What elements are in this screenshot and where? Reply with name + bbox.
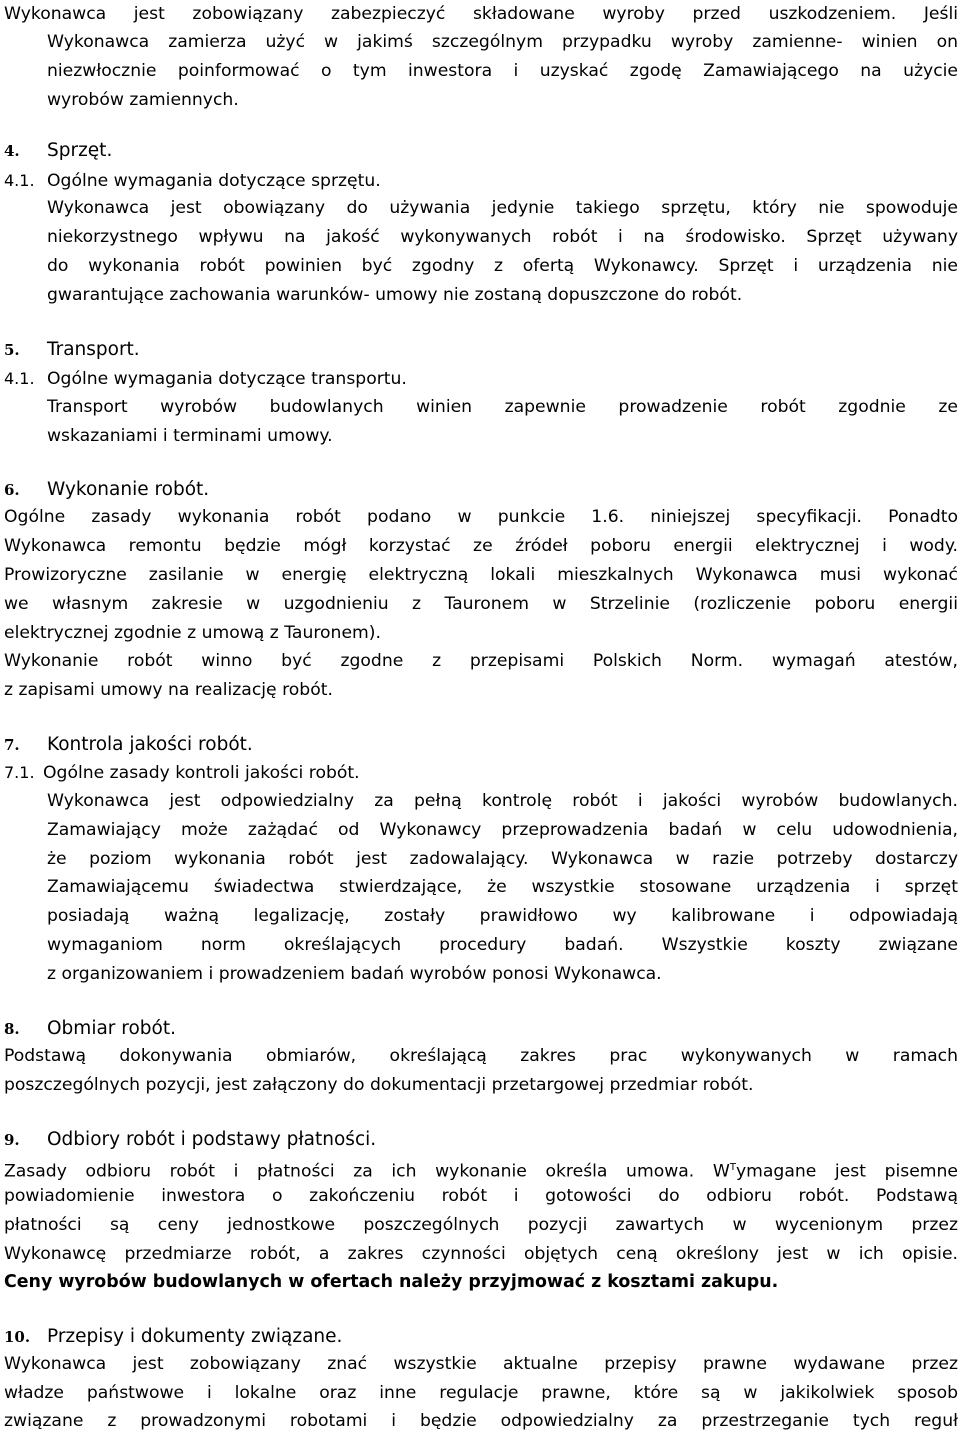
- subsection-heading-5-1: [4, 364, 958, 393]
- paragraph-line: Wykonawca jest odpowiedzialny za pełną kontrolę robót i jakości wyrobów budowlanych.: [47, 791, 958, 811]
- subsection-title: Ogólne zasady kontroli jakości robót.: [43, 763, 360, 783]
- paragraph-line: wymaganiom norm określających procedury badań. Wszystkie koszty związane: [47, 935, 958, 955]
- section-title: Transport.: [47, 339, 140, 360]
- paragraph-text: ymagane jest pisemne: [735, 1161, 958, 1182]
- paragraph-line: że poziom wykonania robót jest zadowalający. Wykonawca w razie potrzeby dostarczy: [47, 849, 958, 869]
- section-number: 4.: [4, 142, 20, 160]
- subsection-heading-7-1: [4, 758, 958, 787]
- paragraph-line: z zapisami umowy na realizację robót.: [4, 680, 333, 700]
- section-title: Wykonanie robót.: [47, 479, 210, 500]
- paragraph-line: Zamawiającemu świadectwa stwierdzające, że wszystkie stosowane urządzenia i sprzęt: [47, 877, 958, 897]
- paragraph-line: Wykonawca zamierza użyć w jakimś szczególnym przypadku wyroby zamienne- winien on: [47, 32, 958, 52]
- paragraph-line: wyrobów zamiennych.: [47, 90, 239, 110]
- section-number: 7.: [4, 736, 20, 754]
- paragraph-line: poszczególnych pozycji, jest załączony do dokumentacji przetargowej przedmiar robót.: [4, 1075, 754, 1095]
- paragraph-line: niekorzystnego wpływu na jakość wykonywanych robót i na środowisko. Sprzęt używany: [47, 227, 958, 247]
- section-number: 9.: [4, 1131, 20, 1149]
- section-title: Przepisy i dokumenty związane.: [47, 1326, 343, 1347]
- section-heading-6: [4, 475, 958, 504]
- paragraph-line: Podstawą dokonywania obmiarów, określającą zakres prac wykonywanych w ramach: [4, 1046, 958, 1066]
- section-heading-5: [4, 335, 958, 364]
- subsection-number: 4.1.: [4, 369, 35, 388]
- section-heading-4: [4, 136, 958, 165]
- paragraph-line: [4, 1153, 958, 1182]
- section-number: 10.: [4, 1328, 31, 1346]
- paragraph-line: gwarantujące zachowania warunków- umowy nie zostaną dopuszczone do robót.: [47, 285, 743, 305]
- paragraph-line: Ogólne zasady wykonania robót podano w punkcie 1.6. niniejszej specyfikacji. Ponadto: [4, 507, 958, 527]
- paragraph-line: płatności są ceny jednostkowe poszczególnych pozycji zawartych w wycenionym przez: [4, 1215, 958, 1235]
- paragraph-line: we własnym zakresie w uzgodnieniu z Tauronem w Strzelinie (rozliczenie poboru energii: [4, 594, 958, 614]
- paragraph-line: Prowizoryczne zasilanie w energię elektryczną lokali mieszkalnych Wykonawca musi wykonać: [4, 565, 958, 585]
- paragraph-line: władze państwowe i lokalne oraz inne regulacje prawne, które są w jakikolwiek sposob: [4, 1383, 958, 1403]
- paragraph-line: do wykonania robót powinien być zgodny z ofertą Wykonawcy. Sprzęt i urządzenia nie: [47, 256, 958, 276]
- paragraph-text: Zasady odbioru robót i płatności za ich wykonanie określa umowa. W: [4, 1161, 730, 1182]
- section-title: Kontrola jakości robót.: [47, 734, 253, 755]
- section-title: Obmiar robót.: [47, 1018, 177, 1039]
- paragraph-line: elektrycznej zgodnie z umową z Tauronem).: [4, 623, 381, 643]
- section-heading-8: [4, 1014, 958, 1043]
- section-number: 8.: [4, 1020, 20, 1038]
- bold-statement: Ceny wyrobów budowlanych w ofertach należy przyjmować z kosztami zakupu.: [4, 1272, 779, 1292]
- section-heading-9: [4, 1125, 958, 1154]
- subsection-number: 7.1.: [4, 763, 35, 782]
- section-title: Odbiory robót i podstawy płatności.: [47, 1129, 377, 1150]
- paragraph-line: Wykonawcę przedmiarze robót, a zakres czynności objętych ceną określony jest w ich opisie.: [4, 1244, 958, 1264]
- paragraph-line: powiadomienie inwestora o zakończeniu robót i gotowości do odbioru robót. Podstawą: [4, 1186, 958, 1206]
- paragraph-line: posiadają ważną legalizację, zostały prawidłowo wy kalibrowane i odpowiadają: [47, 906, 958, 926]
- section-number: 5.: [4, 341, 20, 359]
- paragraph-line: Wykonawca jest zobowiązany zabezpieczyć składowane wyroby przed uszkodzeniem. Jeśli: [4, 4, 958, 24]
- paragraph-line: Wykonawca remontu będzie mógł korzystać ze źródeł poboru energii elektrycznej i wody.: [4, 536, 958, 556]
- section-heading-7: [4, 730, 958, 759]
- paragraph-line: Wykonanie robót winno być zgodne z przepisami Polskich Norm. wymagań atestów,: [4, 651, 958, 671]
- paragraph-line: Wykonawca jest zobowiązany znać wszystkie aktualne przepisy prawne wydawane przez: [4, 1354, 958, 1374]
- paragraph-line: niezwłocznie poinformować o tym inwestora i uzyskać zgodę Zamawiającego na użycie: [47, 61, 958, 81]
- paragraph-line: związane z prowadzonymi robotami i będzie odpowiedzialny za przestrzeganie tych reguł: [4, 1411, 958, 1431]
- paragraph-line: wskazaniami i terminami umowy.: [47, 426, 333, 446]
- section-title: Sprzęt.: [47, 140, 113, 161]
- paragraph-line: Wykonawca jest obowiązany do używania jedynie takiego sprzętu, który nie spowoduje: [47, 198, 958, 218]
- subsection-title: Ogólne wymagania dotyczące transportu.: [47, 369, 407, 389]
- subsection-title: Ogólne wymagania dotyczące sprzętu.: [47, 171, 381, 191]
- superscript-letter: T: [729, 1162, 736, 1173]
- paragraph-line: Transport wyrobów budowlanych winien zapewnie prowadzenie robót zgodnie ze: [47, 397, 958, 417]
- section-number: 6.: [4, 481, 20, 499]
- paragraph-line: Zamawiający może zażądać od Wykonawcy przeprowadzenia badań w celu udowodnienia,: [47, 820, 958, 840]
- subsection-heading-4-1: [4, 166, 958, 195]
- section-heading-10: [4, 1322, 958, 1351]
- paragraph-line: z organizowaniem i prowadzeniem badań wyrobów ponosi Wykonawca.: [47, 964, 662, 984]
- subsection-number: 4.1.: [4, 171, 35, 190]
